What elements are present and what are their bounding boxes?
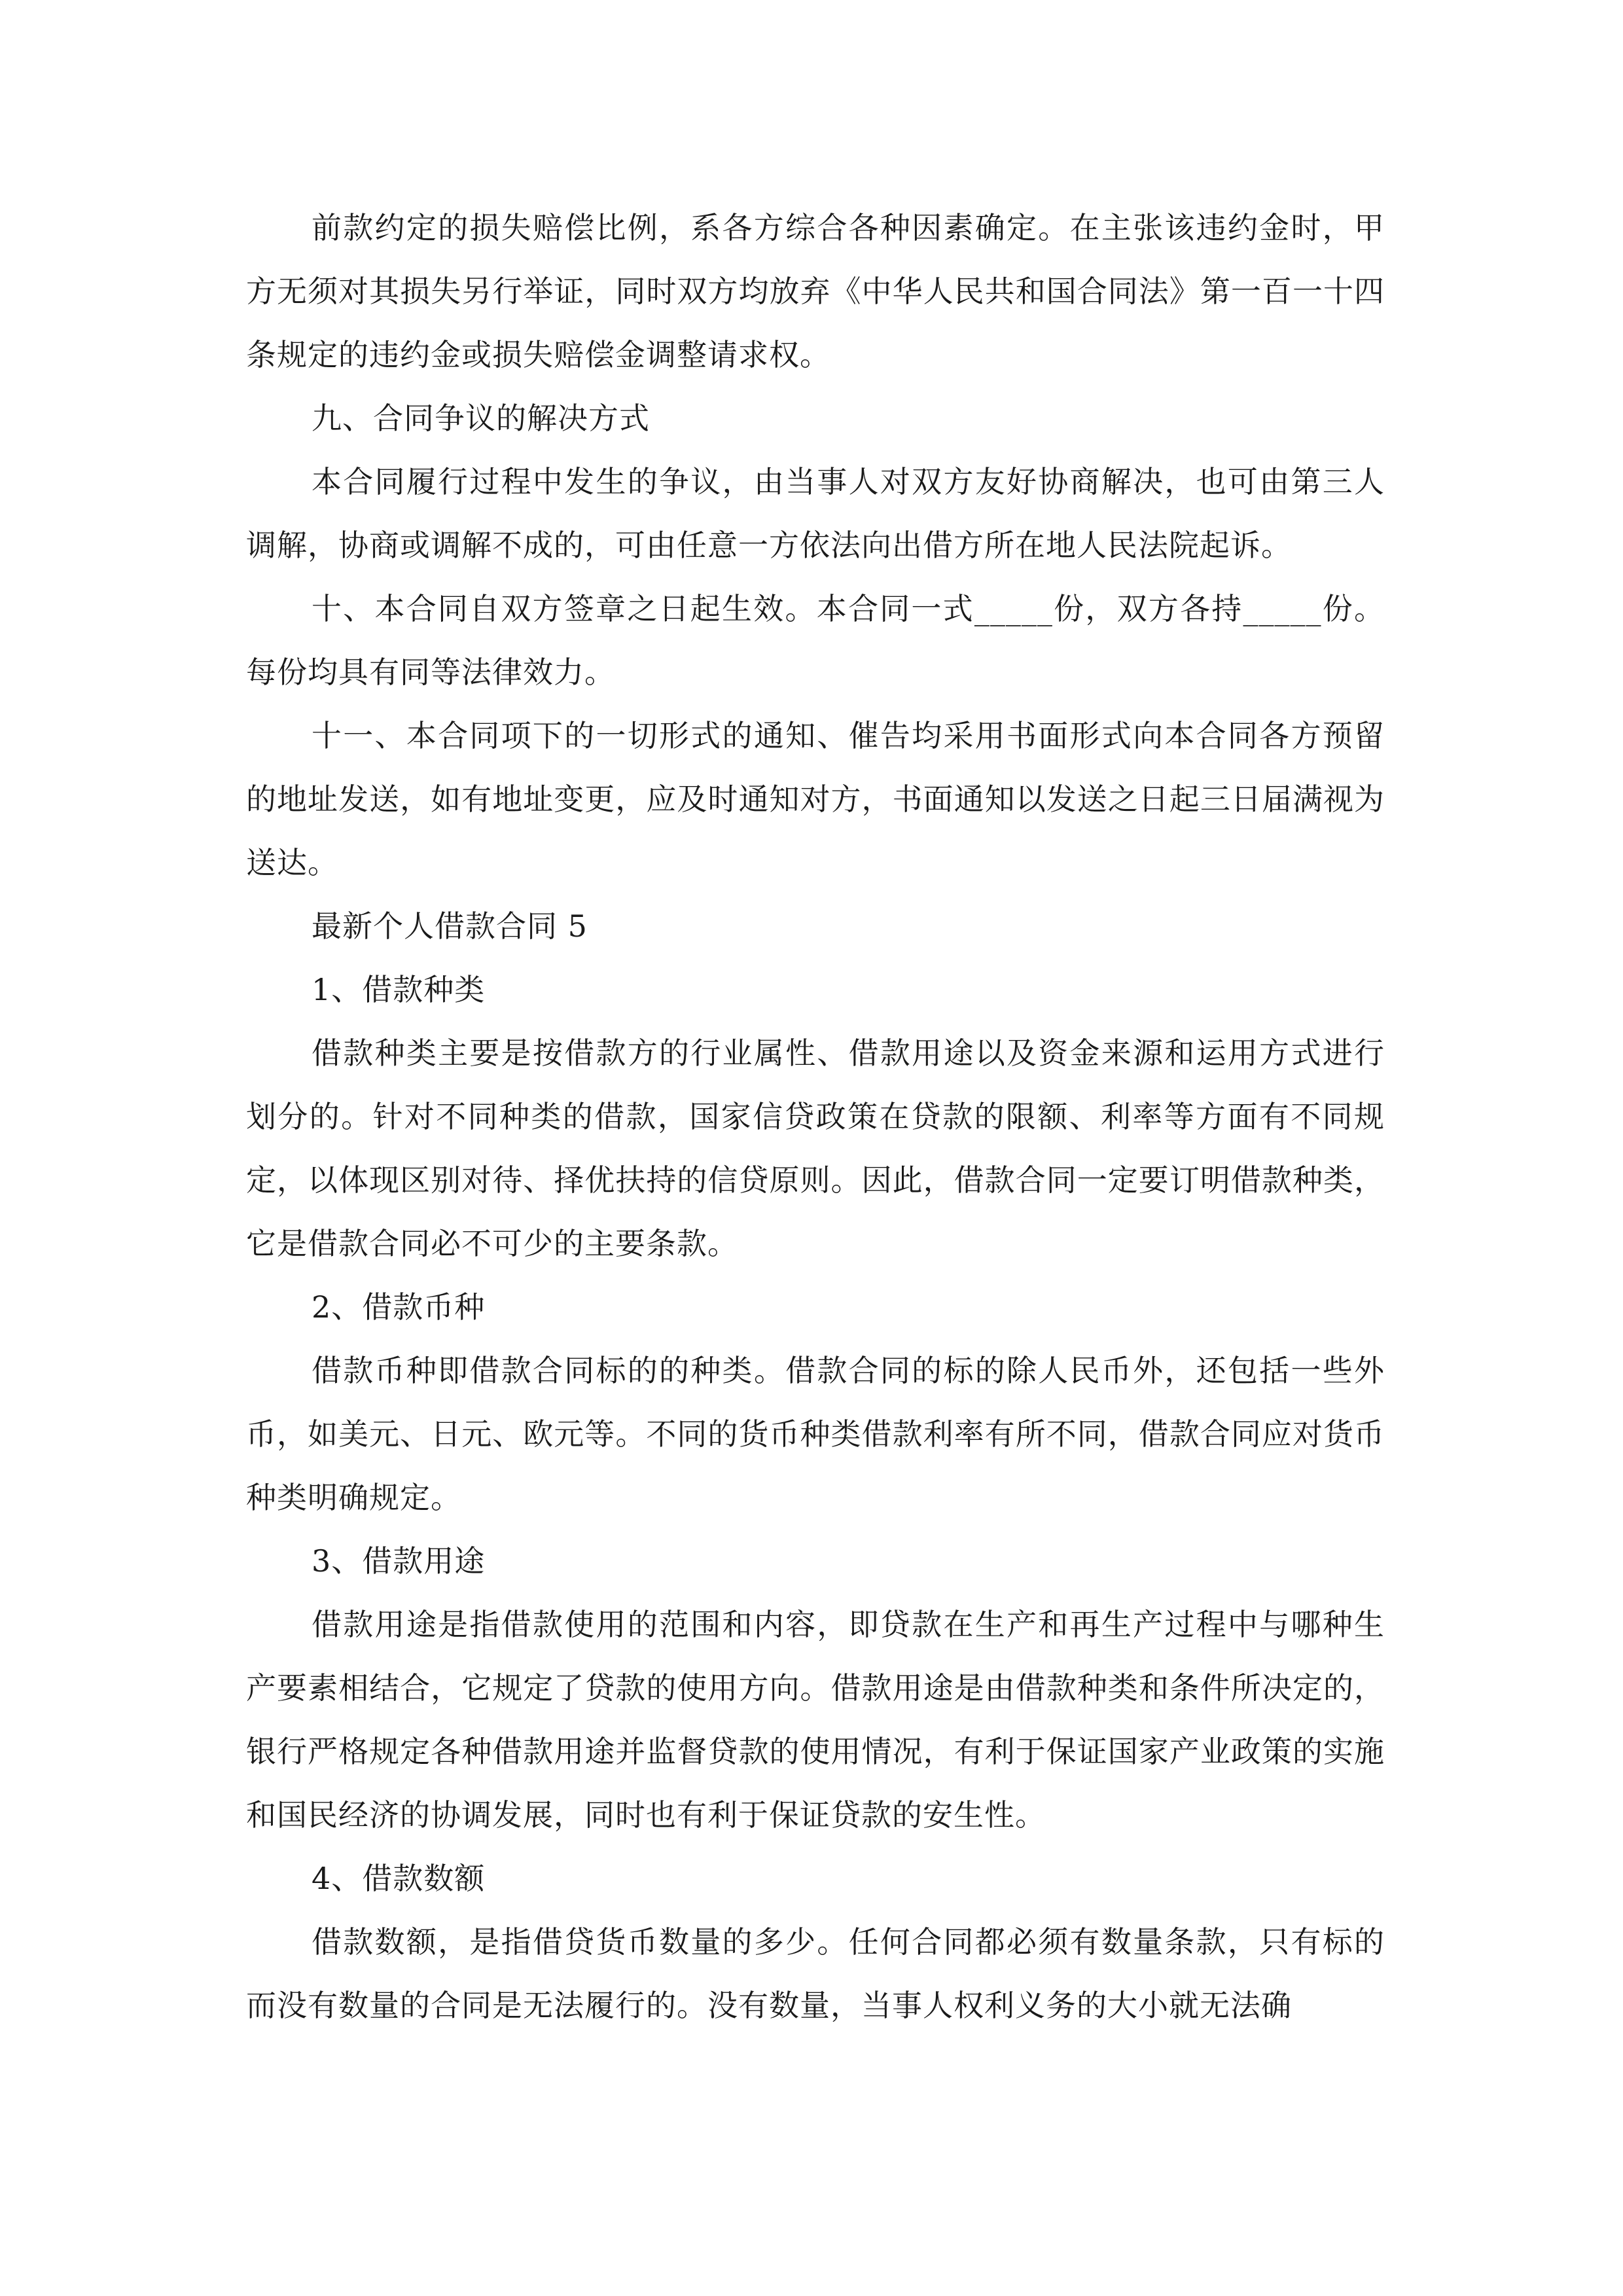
heading-contract-5: 最新个人借款合同 5 <box>312 908 588 944</box>
paragraph-notices: 十一、本合同项下的一切形式的通知、催告均采用书面形式向本合同各方预留的地址发送，如有地址变更，应及时通知对方，书面通知以发送之日起三日届满视为送达。 <box>246 718 1385 880</box>
paragraph-loan-purpose: 借款用途是指借款使用的范围和内容，即贷款在生产和再生产过程中与哪种生产要素相结合，它规定了贷款的使用方向。借款用途是由借款种类和条件所决定的，银行严格规定各种借款用途并监督贷款的使用情况，有利于保证国家产业政策的实施和国民经济的协调发展，同时也有利于保证贷款的安生性。 <box>246 1607 1385 1833</box>
paragraph-loan-type: 借款种类主要是按借款方的行业属性、借款用途以及资金来源和运用方式进行划分的。针对不同种类的借款，国家信贷政策在贷款的限额、利率等方面有不同规定，以体现区别对待、择优扶持的信贷原则。因此，借款合同一定要订明借款种类，它是借款合同必不可少的主要条款。 <box>246 1035 1385 1261</box>
heading-loan-type: 1、借款种类 <box>312 972 486 1007</box>
paragraph-dispute-resolution: 本合同履行过程中发生的争议，由当事人对双方友好协商解决，也可由第三人调解，协商或调解不成的，可由任意一方依法向出借方所在地人民法院起诉。 <box>246 464 1385 563</box>
heading-loan-amount: 4、借款数额 <box>312 1861 486 1896</box>
paragraph-effective-date: 十、本合同自双方签章之日起生效。本合同一式_____份，双方各持_____份。每份均具有同等法律效力。 <box>246 591 1385 690</box>
paragraph-loan-currency: 借款币种即借款合同标的的种类。借款合同的标的除人民币外，还包括一些外币，如美元、日元、欧元等。不同的货币种类借款利率有所不同，借款合同应对货币种类明确规定。 <box>246 1353 1385 1515</box>
paragraph-damages-ratio: 前款约定的损失赔偿比例，系各方综合各种因素确定。在主张该违约金时，甲方无须对其损失另行举证，同时双方均放弃《中华人民共和国合同法》第一百一十四条规定的违约金或损失赔偿金调整请求权。 <box>246 210 1385 372</box>
document-body <box>246 196 1385 2037</box>
heading-loan-currency: 2、借款币种 <box>312 1289 486 1325</box>
heading-loan-purpose: 3、借款用途 <box>312 1543 486 1579</box>
heading-dispute-resolution: 九、合同争议的解决方式 <box>312 401 650 436</box>
paragraph-loan-amount: 借款数额，是指借贷货币数量的多少。任何合同都必须有数量条款，只有标的而没有数量的合同是无法履行的。没有数量，当事人权利义务的大小就无法确 <box>246 1924 1385 2023</box>
